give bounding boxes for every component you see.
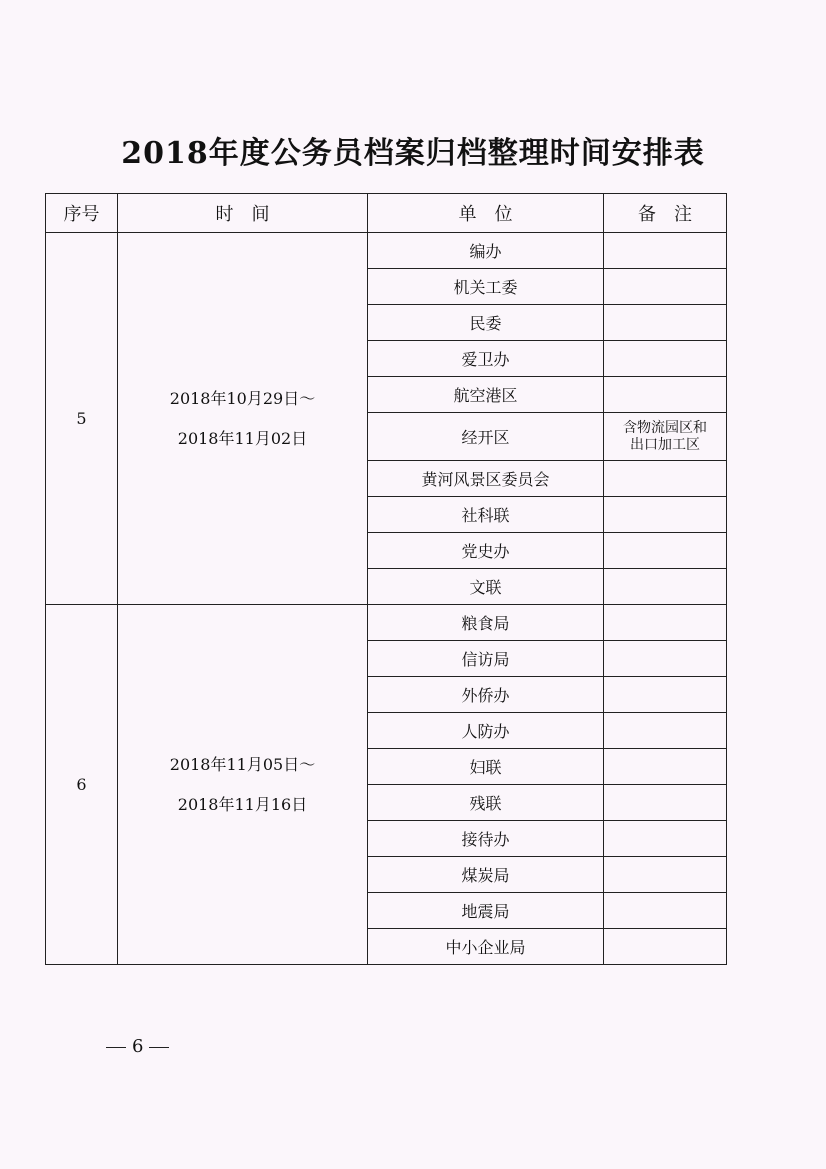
note-cell bbox=[604, 377, 727, 413]
note-cell bbox=[604, 341, 727, 377]
time-end: 2018年11月16日 bbox=[177, 794, 308, 814]
page-title: 2018年度公务员档案归档整理时间安排表 bbox=[121, 136, 705, 171]
note-cell bbox=[604, 893, 727, 929]
schedule-table bbox=[45, 193, 727, 965]
unit-cell: 经开区 bbox=[368, 413, 604, 461]
unit-cell: 黄河风景区委员会 bbox=[368, 461, 604, 497]
note-cell bbox=[604, 569, 727, 605]
note-cell bbox=[604, 233, 727, 269]
unit-cell: 民委 bbox=[368, 305, 604, 341]
seq-cell: 6 bbox=[46, 605, 118, 965]
note-cell bbox=[604, 497, 727, 533]
unit-cell: 文联 bbox=[368, 569, 604, 605]
note-cell bbox=[604, 929, 727, 965]
unit-cell: 地震局 bbox=[368, 893, 604, 929]
unit-cell: 机关工委 bbox=[368, 269, 604, 305]
unit-cell: 煤炭局 bbox=[368, 857, 604, 893]
page-dash-left bbox=[106, 1047, 126, 1048]
note-cell bbox=[604, 269, 727, 305]
unit-cell: 编办 bbox=[368, 233, 604, 269]
note-cell bbox=[604, 749, 727, 785]
time-end: 2018年11月02日 bbox=[177, 428, 308, 448]
unit-cell: 爱卫办 bbox=[368, 341, 604, 377]
table-row bbox=[46, 233, 727, 269]
note-cell bbox=[604, 305, 727, 341]
table-row bbox=[46, 605, 727, 641]
note-cell bbox=[604, 533, 727, 569]
note-cell bbox=[604, 785, 727, 821]
unit-cell: 信访局 bbox=[368, 641, 604, 677]
header-note: 备 注 bbox=[604, 194, 727, 233]
note-cell bbox=[604, 641, 727, 677]
unit-cell: 接待办 bbox=[368, 821, 604, 857]
note-cell bbox=[604, 821, 727, 857]
unit-cell: 妇联 bbox=[368, 749, 604, 785]
note-cell bbox=[604, 413, 727, 461]
note-text: 含物流园区和出口加工区 bbox=[623, 419, 707, 453]
note-cell bbox=[604, 713, 727, 749]
note-cell bbox=[604, 857, 727, 893]
page-dash-right bbox=[149, 1047, 169, 1048]
time-start: 2018年11月05日～ bbox=[169, 754, 316, 774]
time-cell bbox=[118, 233, 368, 605]
unit-cell: 粮食局 bbox=[368, 605, 604, 641]
unit-cell: 航空港区 bbox=[368, 377, 604, 413]
time-cell bbox=[118, 605, 368, 965]
time-start: 2018年10月29日～ bbox=[169, 388, 316, 408]
page-number-value: 6 bbox=[132, 1036, 144, 1057]
unit-cell: 人防办 bbox=[368, 713, 604, 749]
unit-cell: 外侨办 bbox=[368, 677, 604, 713]
page-number bbox=[100, 1036, 175, 1057]
schedule-body bbox=[46, 233, 727, 965]
unit-cell: 党史办 bbox=[368, 533, 604, 569]
note-cell bbox=[604, 677, 727, 713]
header-unit: 单 位 bbox=[368, 194, 604, 233]
unit-cell: 残联 bbox=[368, 785, 604, 821]
header-row bbox=[46, 194, 727, 233]
unit-cell: 社科联 bbox=[368, 497, 604, 533]
unit-cell: 中小企业局 bbox=[368, 929, 604, 965]
note-cell bbox=[604, 461, 727, 497]
header-time: 时 间 bbox=[118, 194, 368, 233]
header-seq: 序号 bbox=[46, 194, 118, 233]
note-cell bbox=[604, 605, 727, 641]
seq-cell: 5 bbox=[46, 233, 118, 605]
